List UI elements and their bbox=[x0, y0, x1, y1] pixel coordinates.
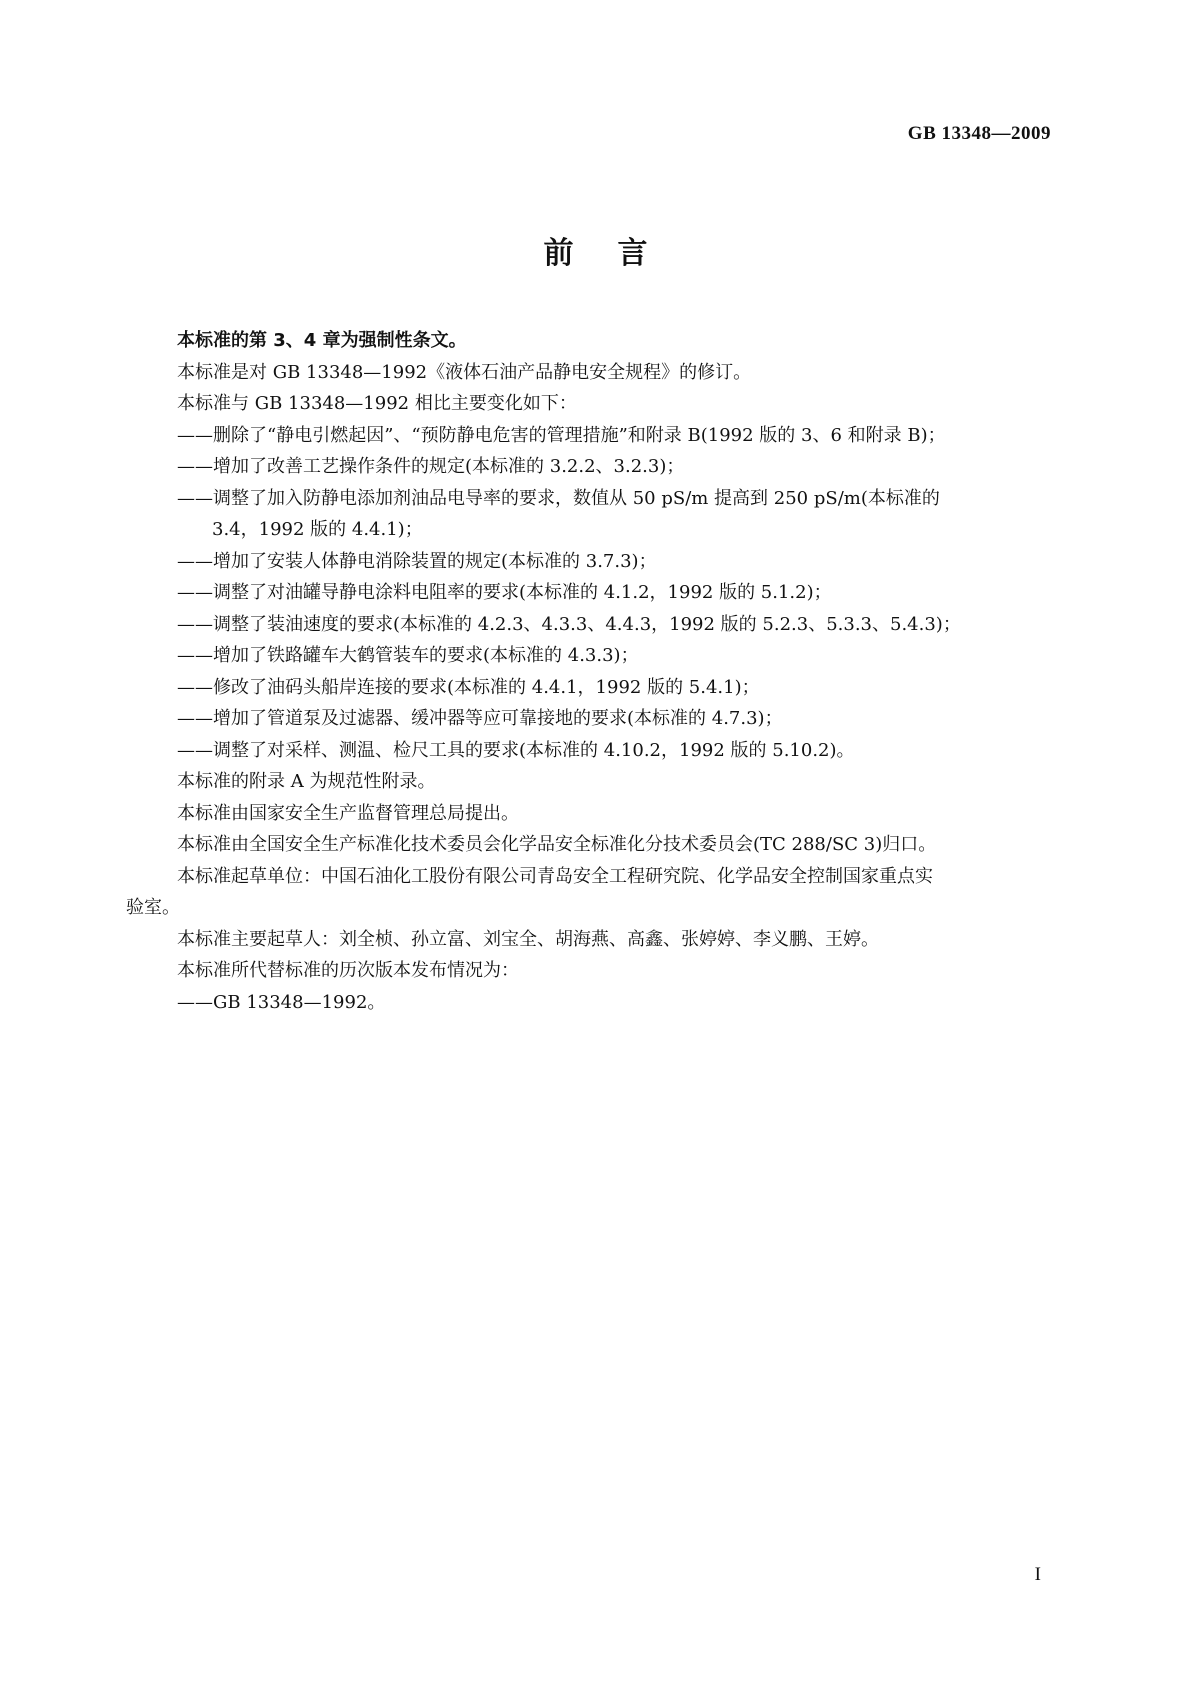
paragraph-drafting-units-continuation: 验室。 bbox=[126, 897, 180, 918]
paragraph-mandatory-clauses: 本标准的第 3、4 章为强制性条文。 bbox=[177, 330, 467, 351]
paragraph-revision-of: 本标准是对 GB 13348—1992《液体石油产品静电安全规程》的修订。 bbox=[177, 361, 752, 383]
paragraph-drafting-units: 本标准起草单位：中国石油化工股份有限公司青岛安全工程研究院、化学品安全控制国家重点实 bbox=[177, 865, 933, 887]
paragraph-proposed-by: 本标准由国家安全生产监督管理总局提出。 bbox=[177, 802, 519, 824]
document-body bbox=[126, 325, 1066, 1018]
page-title: 前言 bbox=[543, 236, 692, 271]
change-item-continuation: 3.4，1992 版的 4.4.1)； bbox=[212, 519, 423, 540]
change-item: ——调整了对采样、测温、检尺工具的要求(本标准的 4.10.2，1992 版的 5.10.2)。 bbox=[177, 739, 855, 761]
change-item: ——增加了安装人体静电消除装置的规定(本标准的 3.7.3)； bbox=[177, 550, 657, 572]
paragraph-changes-intro: 本标准与 GB 13348—1992 相比主要变化如下： bbox=[177, 393, 577, 414]
change-item: ——删除了“静电引燃起因”、“预防静电危害的管理措施”和附录 B(1992 版的 3、6 和附录 B)； bbox=[177, 424, 946, 446]
standard-number: GB 13348—2009 bbox=[907, 123, 1051, 144]
change-item: ——修改了油码头船岸连接的要求(本标准的 4.4.1，1992 版的 5.4.1)； bbox=[177, 676, 760, 698]
change-item: ——增加了铁路罐车大鹤管装车的要求(本标准的 4.3.3)； bbox=[177, 645, 639, 666]
change-item: ——增加了改善工艺操作条件的规定(本标准的 3.2.2、3.2.3)； bbox=[177, 456, 685, 477]
paragraph-administered-by: 本标准由全国安全生产标准化技术委员会化学品安全标准化分技术委员会(TC 288/SC 3)归口。 bbox=[177, 834, 937, 855]
paragraph-drafters: 本标准主要起草人：刘全桢、孙立富、刘宝全、胡海燕、高鑫、张婷婷、李义鹏、王婷。 bbox=[177, 928, 879, 950]
paragraph-annex: 本标准的附录 A 为规范性附录。 bbox=[177, 771, 436, 792]
change-item: ——调整了对油罐导静电涂料电阻率的要求(本标准的 4.1.2，1992 版的 5.1.2)； bbox=[177, 582, 832, 603]
change-item: ——调整了装油速度的要求(本标准的 4.2.3、4.3.3、4.4.3，1992 版的 5.2.3、5.3.3、5.4.3)； bbox=[177, 613, 961, 635]
previous-edition-item: ——GB 13348—1992。 bbox=[177, 991, 386, 1013]
paragraph-previous-editions: 本标准所代替标准的历次版本发布情况为： bbox=[177, 960, 519, 981]
change-item: ——调整了加入防静电添加剂油品电导率的要求，数值从 50 pS/m 提高到 250 pS/m(本标准的 bbox=[177, 487, 940, 509]
change-item: ——增加了管道泵及过滤器、缓冲器等应可靠接地的要求(本标准的 4.7.3)； bbox=[177, 708, 783, 729]
page-number: I bbox=[1034, 1564, 1041, 1585]
